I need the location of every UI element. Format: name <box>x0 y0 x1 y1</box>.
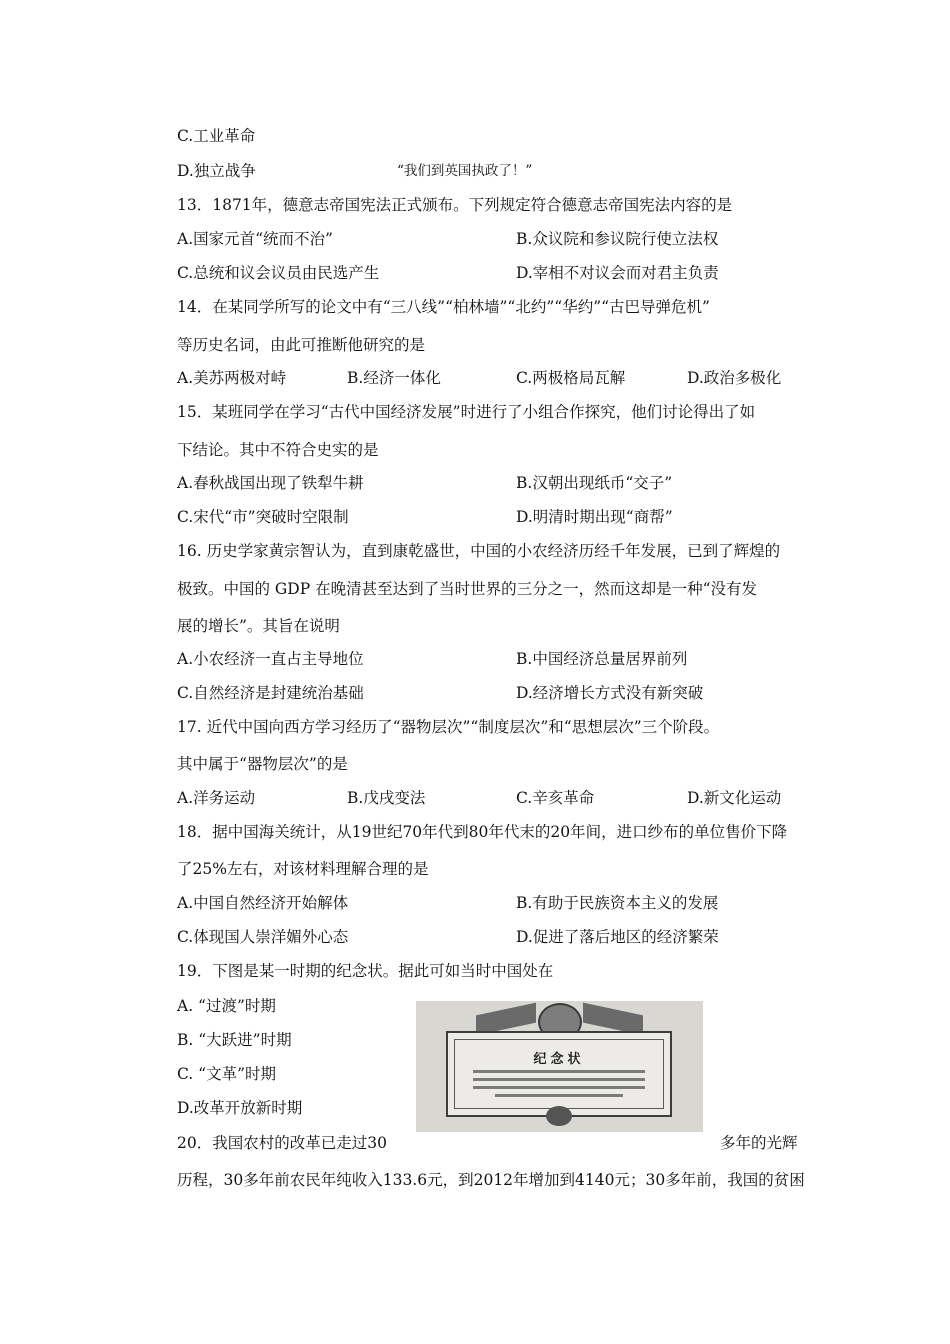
q12-option-d: D.独立战争 <box>177 162 256 180</box>
q15-stem-line-2: 下结论。其中不符合史实的是 <box>177 441 379 459</box>
certificate-frame <box>446 1031 672 1117</box>
emblem-icon <box>546 1106 572 1126</box>
q20-stem-line-1b: 多年的光辉 <box>720 1134 798 1152</box>
certificate-text-line <box>473 1070 645 1073</box>
q18-stem-line-1: 18．据中国海关统计，从19世纪70年代到80年代末的20年间，进口纱布的单位售价下降 <box>177 823 788 841</box>
q16-option-b: B.中国经济总量居界前列 <box>516 650 688 668</box>
q15-option-b: B.汉朝出现纸币“交子” <box>516 474 673 492</box>
commemorative-certificate-image <box>416 1001 703 1132</box>
q17-stem-line-2: 其中属于“器物层次”的是 <box>177 755 348 773</box>
q18-option-b: B.有助于民族资本主义的发展 <box>516 894 719 912</box>
q17-stem-line-1: 17. 近代中国向西方学习经历了“器物层次”“制度层次”和“思想层次”三个阶段。 <box>177 718 720 736</box>
q17-option-c: C.辛亥革命 <box>516 789 595 807</box>
certificate-text-line <box>473 1078 645 1081</box>
q15-option-d: D.明清时期出现“商帮” <box>516 508 673 526</box>
q14-option-c: C.两极格局瓦解 <box>516 369 626 387</box>
q15-option-c: C.宋代“市”突破时空限制 <box>177 508 349 526</box>
q17-option-a: A.洋务运动 <box>177 789 256 807</box>
q20-stem-line-1a: 20．我国农村的改革已走过30 <box>177 1134 387 1152</box>
q16-option-c: C.自然经济是封建统治基础 <box>177 684 364 702</box>
certificate-text-line <box>473 1086 645 1089</box>
q13-stem: 13．1871年，德意志帝国宪法正式颁布。下列规定符合德意志帝国宪法内容的是 <box>177 196 733 214</box>
q16-option-a: A.小农经济一直占主导地位 <box>177 650 364 668</box>
q14-stem-line-2: 等历史名词，由此可推断他研究的是 <box>177 336 426 354</box>
q18-option-c: C.体现国人崇洋媚外心态 <box>177 928 349 946</box>
q13-option-a: A.国家元首“统而不治” <box>177 230 333 248</box>
q17-option-b: B.戊戌变法 <box>347 789 426 807</box>
q14-stem-line-1: 14．在某同学所写的论文中有“三八线”“柏林墙”“北约”“华约”“古巴导弹危机” <box>177 298 710 316</box>
q17-option-d: D.新文化运动 <box>687 789 782 807</box>
q14-option-d: D.政治多极化 <box>687 369 782 387</box>
q19-option-b: B. “大跃进”时期 <box>177 1031 292 1049</box>
q19-option-d: D.改革开放新时期 <box>177 1099 303 1117</box>
q18-stem-line-2: 了25%左右，对该材料理解合理的是 <box>177 860 429 878</box>
q13-option-d: D.宰相不对议会而对君主负责 <box>516 264 719 282</box>
q13-option-b: B.众议院和参议院行使立法权 <box>516 230 719 248</box>
q20-stem-line-2: 历程，30多年前农民年纯收入133.6元，到2012年增加到4140元；30多年前，我国的贫困 <box>177 1171 805 1189</box>
q15-option-a: A.春秋战国出现了铁犁牛耕 <box>177 474 364 492</box>
q14-option-b: B.经济一体化 <box>347 369 441 387</box>
q16-stem-line-3: 展的增长”。其旨在说明 <box>177 617 340 635</box>
q19-option-a: A. “过渡”时期 <box>177 997 276 1015</box>
q15-stem-line-1: 15．某班同学在学习“古代中国经济发展”时进行了小组合作探究，他们讨论得出了如 <box>177 403 756 421</box>
certificate-text-line <box>495 1094 623 1097</box>
q14-option-a: A.美苏两极对峙 <box>177 369 287 387</box>
q12-option-c: C.工业革命 <box>177 127 256 145</box>
q16-stem-line-1: 16. 历史学家黄宗智认为，直到康乾盛世，中国的小农经济历经千年发展，已到了辉煌的 <box>177 542 781 560</box>
q12-caption-quote: “我们到英国执政了！” <box>397 163 533 179</box>
q18-option-d: D.促进了落后地区的经济繁荣 <box>516 928 719 946</box>
q16-option-d: D.经济增长方式没有新突破 <box>516 684 704 702</box>
q19-option-c: C. “文革”时期 <box>177 1065 277 1083</box>
q19-stem: 19．下图是某一时期的纪念状。据此可如当时中国处在 <box>177 962 554 980</box>
q18-option-a: A.中国自然经济开始解体 <box>177 894 349 912</box>
certificate-title: 纪念状 <box>533 1052 585 1067</box>
q16-stem-line-2: 极致。中国的 GDP 在晚清甚至达到了当时世界的三分之一，然而这却是一种“没有发 <box>177 580 758 598</box>
q13-option-c: C.总统和议会议员由民选产生 <box>177 264 380 282</box>
